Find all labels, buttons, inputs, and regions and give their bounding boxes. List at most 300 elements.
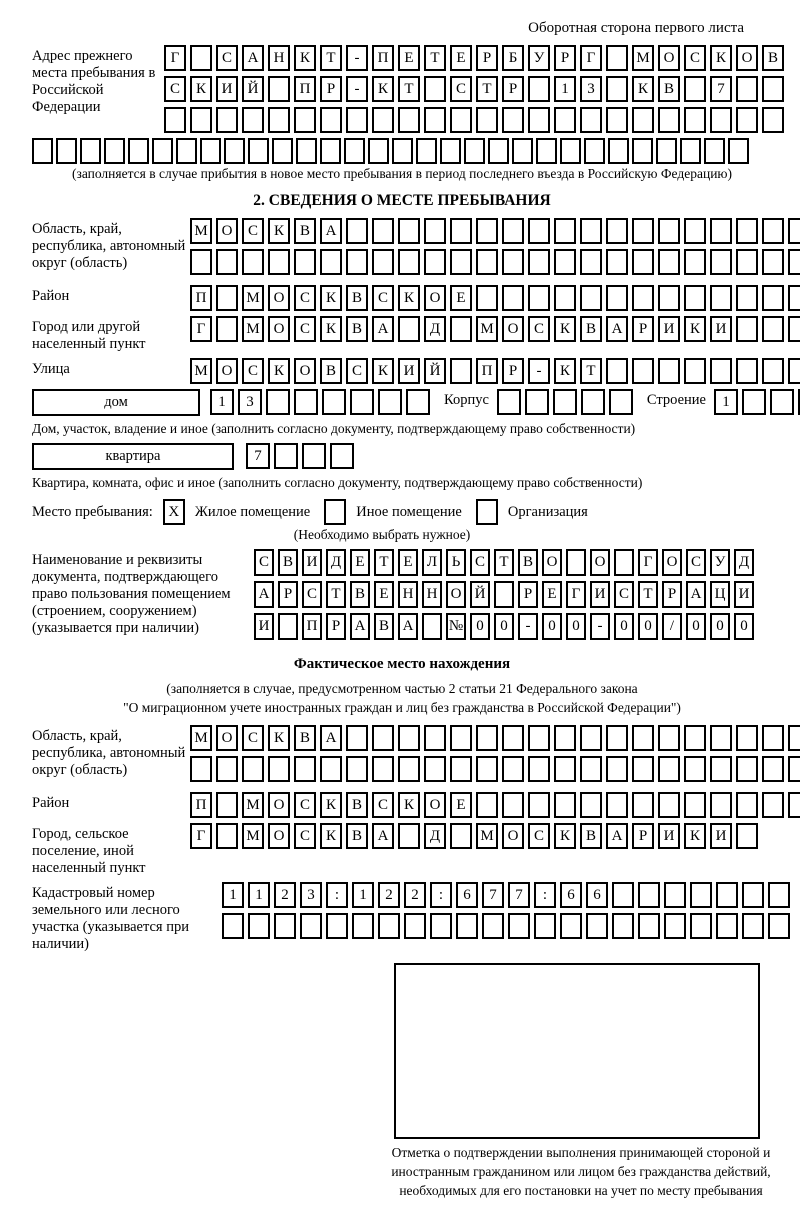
char-cell (728, 138, 749, 164)
char-cell: Р (554, 45, 576, 71)
char-cell: Г (566, 581, 586, 608)
char-cell (606, 285, 628, 311)
char-cell (658, 792, 680, 818)
char-cell: А (686, 581, 706, 608)
char-cell (268, 76, 290, 102)
char-cell (606, 792, 628, 818)
char-cell: О (424, 792, 446, 818)
char-cell (398, 725, 420, 751)
char-cell (424, 725, 446, 751)
korpus-cells (497, 389, 633, 415)
char-cell (497, 389, 521, 415)
char-cell: М (242, 285, 264, 311)
char-cell (200, 138, 221, 164)
char-cell (450, 756, 472, 782)
char-cell (464, 138, 485, 164)
char-cell (190, 756, 212, 782)
char-cell (580, 249, 602, 275)
char-cell: 3 (238, 389, 262, 415)
char-cell (536, 138, 557, 164)
char-cell (296, 138, 317, 164)
char-cell: О (268, 823, 290, 849)
prev-address-block (32, 45, 778, 133)
char-cell: П (476, 358, 498, 384)
char-cell: 2 (404, 882, 426, 908)
char-cell: И (658, 823, 680, 849)
char-cell (222, 913, 244, 939)
apartment-caption: Квартира, комната, офис и иное (заполнить согласно документу, подтверждающему право собственности) (32, 475, 643, 490)
char-cell: О (424, 285, 446, 311)
char-cell: К (294, 45, 316, 71)
char-cell (346, 107, 368, 133)
char-cell: 1 (554, 76, 576, 102)
char-cell (684, 358, 706, 384)
char-cell (216, 792, 238, 818)
char-cell (762, 285, 784, 311)
char-cell (502, 725, 524, 751)
char-cell (704, 138, 725, 164)
document-row-3 (254, 613, 754, 640)
char-cell (368, 138, 389, 164)
char-cell: В (374, 613, 394, 640)
char-cell (658, 725, 680, 751)
char-cell (716, 913, 738, 939)
char-cell: 0 (470, 613, 490, 640)
char-cell (528, 107, 550, 133)
char-cell: К (372, 358, 394, 384)
char-cell: А (350, 613, 370, 640)
char-cell: К (268, 218, 290, 244)
char-cell: М (190, 725, 212, 751)
char-cell: 3 (300, 882, 322, 908)
char-cell (398, 218, 420, 244)
char-cell: В (580, 316, 602, 342)
char-cell: Т (638, 581, 658, 608)
char-cell (450, 249, 472, 275)
char-cell: Т (494, 549, 514, 576)
char-cell: 0 (542, 613, 562, 640)
char-cell: Е (450, 792, 472, 818)
char-cell (606, 45, 628, 71)
char-cell: В (346, 792, 368, 818)
char-cell (762, 316, 784, 342)
region-rows (190, 218, 800, 275)
char-cell: А (606, 316, 628, 342)
char-cell (736, 76, 758, 102)
char-cell (294, 756, 316, 782)
char-cell (580, 792, 602, 818)
char-cell: - (346, 76, 368, 102)
char-cell: Г (190, 823, 212, 849)
actual-location-note-line1: (заполняется в случае, предусмотренном частью 2 статьи 21 Федерального закона (166, 681, 638, 696)
char-cell (768, 882, 790, 908)
char-cell: С (242, 358, 264, 384)
char-cell (330, 443, 354, 469)
char-cell (398, 756, 420, 782)
char-cell: И (658, 316, 680, 342)
char-cell: У (528, 45, 550, 71)
document-row-2 (254, 581, 754, 608)
char-cell (248, 138, 269, 164)
char-cell: - (590, 613, 610, 640)
char-cell (664, 882, 686, 908)
char-cell: О (736, 45, 758, 71)
char-cell: К (320, 823, 342, 849)
char-cell (450, 823, 472, 849)
al-city-label: Город, сельское поселение, иной населенный пункт (32, 826, 146, 876)
char-cell (164, 107, 186, 133)
char-cell: П (372, 45, 394, 71)
char-cell (372, 725, 394, 751)
char-cell: О (502, 316, 524, 342)
char-cell (658, 218, 680, 244)
apartment-block (32, 443, 772, 470)
char-cell (80, 138, 101, 164)
char-cell (488, 138, 509, 164)
char-cell (424, 218, 446, 244)
char-cell: Л (422, 549, 442, 576)
char-cell (242, 756, 264, 782)
char-cell (742, 389, 766, 415)
char-cell (788, 792, 800, 818)
char-cell (216, 107, 238, 133)
char-cell: Р (320, 76, 342, 102)
char-cell: В (658, 76, 680, 102)
city-label: Город или другой населенный пункт (32, 319, 146, 352)
char-cell: 0 (566, 613, 586, 640)
char-cell (502, 249, 524, 275)
char-cell: С (294, 792, 316, 818)
char-cell: С (346, 358, 368, 384)
char-cell (294, 249, 316, 275)
char-cell (422, 613, 442, 640)
char-cell (762, 76, 784, 102)
al-region-row-2 (190, 756, 800, 782)
char-cell: 1 (714, 389, 738, 415)
char-cell (224, 138, 245, 164)
char-cell: И (710, 823, 732, 849)
char-cell: Й (424, 358, 446, 384)
char-cell: В (346, 285, 368, 311)
char-cell: Т (398, 76, 420, 102)
apartment-number-cells (246, 443, 354, 469)
char-cell (684, 792, 706, 818)
char-cell (736, 249, 758, 275)
char-cell (216, 756, 238, 782)
char-cell (788, 218, 800, 244)
char-cell (32, 138, 53, 164)
char-cell (456, 913, 478, 939)
char-cell: В (294, 218, 316, 244)
char-cell (736, 725, 758, 751)
char-cell (528, 725, 550, 751)
char-cell: В (346, 316, 368, 342)
char-cell: Д (424, 823, 446, 849)
city-row (190, 316, 800, 342)
char-cell (346, 756, 368, 782)
char-cell (606, 756, 628, 782)
char-cell (372, 218, 394, 244)
stay-type-label: Место пребывания: (32, 503, 153, 520)
char-cell (502, 792, 524, 818)
char-cell: О (446, 581, 466, 608)
option-organization-label: Организация (507, 503, 588, 520)
char-cell (554, 756, 576, 782)
char-cell (632, 725, 654, 751)
char-cell: П (302, 613, 322, 640)
char-cell (242, 107, 264, 133)
char-cell (656, 138, 677, 164)
char-cell: К (320, 792, 342, 818)
char-cell: К (268, 358, 290, 384)
char-cell: 0 (638, 613, 658, 640)
char-cell: Е (450, 285, 472, 311)
char-cell (606, 249, 628, 275)
char-cell (216, 249, 238, 275)
char-cell (710, 107, 732, 133)
char-cell: П (190, 285, 212, 311)
char-cell (508, 913, 530, 939)
char-cell (302, 443, 326, 469)
char-cell: К (554, 316, 576, 342)
char-cell: С (470, 549, 490, 576)
char-cell (710, 358, 732, 384)
char-cell (430, 913, 452, 939)
char-cell (242, 249, 264, 275)
region-row-2 (190, 249, 800, 275)
char-cell (190, 249, 212, 275)
char-cell (450, 316, 472, 342)
city-block (32, 316, 772, 353)
char-cell (710, 285, 732, 311)
option-residential-label: Жилое помещение (194, 503, 311, 520)
char-cell (710, 725, 732, 751)
char-cell: О (502, 823, 524, 849)
document-block (32, 549, 772, 640)
char-cell (560, 913, 582, 939)
char-cell (632, 249, 654, 275)
char-cell: М (242, 316, 264, 342)
char-cell (638, 882, 660, 908)
char-cell: И (302, 549, 322, 576)
char-cell (684, 107, 706, 133)
char-cell (554, 792, 576, 818)
char-cell (606, 76, 628, 102)
actual-location-title: Фактическое место нахождения (293, 656, 511, 672)
char-cell (450, 358, 472, 384)
char-cell (580, 107, 602, 133)
char-cell: Ь (446, 549, 466, 576)
char-cell (788, 249, 800, 275)
char-cell (632, 138, 653, 164)
char-cell (294, 389, 318, 415)
char-cell (632, 107, 654, 133)
char-cell (684, 76, 706, 102)
char-cell: Г (638, 549, 658, 576)
char-cell: С (164, 76, 186, 102)
char-cell (502, 756, 524, 782)
char-cell (512, 138, 533, 164)
char-cell (684, 285, 706, 311)
char-cell (664, 913, 686, 939)
char-cell: М (242, 792, 264, 818)
char-cell (274, 443, 298, 469)
checkbox-other-premises (324, 499, 346, 525)
char-cell: Н (398, 581, 418, 608)
region-label: Область, край, республика, автономный округ (область) (32, 221, 186, 271)
char-cell: № (446, 613, 466, 640)
char-cell (525, 389, 549, 415)
char-cell: С (242, 218, 264, 244)
char-cell: С (216, 45, 238, 71)
char-cell: Р (502, 358, 524, 384)
page-header-note: Оборотная сторона первого листа (528, 20, 744, 36)
char-cell: 7 (508, 882, 530, 908)
stay-type-note: (Необходимо выбрать нужное) (293, 527, 471, 542)
prev-address-rows (164, 45, 784, 133)
char-cell (690, 913, 712, 939)
char-cell: К (710, 45, 732, 71)
cadastre-row-1 (222, 882, 790, 908)
char-cell: Т (424, 45, 446, 71)
char-cell: 2 (378, 882, 400, 908)
district-label: Район (32, 288, 70, 304)
char-cell: А (606, 823, 628, 849)
char-cell: 0 (734, 613, 754, 640)
char-cell: 0 (494, 613, 514, 640)
char-cell: С (528, 316, 550, 342)
char-cell (482, 913, 504, 939)
char-cell: М (190, 358, 212, 384)
street-label: Улица (32, 361, 70, 377)
actual-location-note (32, 679, 772, 717)
char-cell (440, 138, 461, 164)
char-cell: С (528, 823, 550, 849)
char-cell (554, 107, 576, 133)
char-cell: К (190, 76, 212, 102)
char-cell (762, 249, 784, 275)
char-cell: И (710, 316, 732, 342)
char-cell: : (534, 882, 556, 908)
document-rows (254, 549, 754, 640)
char-cell (580, 725, 602, 751)
char-cell (476, 756, 498, 782)
house-number-cells (210, 389, 430, 415)
char-cell (736, 358, 758, 384)
char-cell: К (684, 316, 706, 342)
char-cell: 6 (586, 882, 608, 908)
char-cell: Е (398, 45, 420, 71)
char-cell (378, 389, 402, 415)
char-cell (632, 285, 654, 311)
char-cell (762, 725, 784, 751)
char-cell (614, 549, 634, 576)
char-cell (320, 756, 342, 782)
actual-location-note-line2: "О миграционном учете иностранных граждан и лиц без гражданства в Российской Федерации") (123, 700, 681, 715)
street-block (32, 358, 772, 384)
char-cell (762, 218, 784, 244)
char-cell (553, 389, 577, 415)
char-cell: 0 (686, 613, 706, 640)
char-cell: Ц (710, 581, 730, 608)
stroenie-label: Строение (646, 392, 706, 408)
house-block (32, 389, 772, 416)
char-cell (346, 725, 368, 751)
korpus-label: Корпус (444, 392, 489, 408)
char-cell: 0 (614, 613, 634, 640)
char-cell (190, 107, 212, 133)
char-cell (788, 725, 800, 751)
char-cell: С (372, 792, 394, 818)
char-cell (768, 913, 790, 939)
char-cell (392, 138, 413, 164)
char-cell: С (450, 76, 472, 102)
char-cell: Р (476, 45, 498, 71)
char-cell: Е (450, 45, 472, 71)
char-cell: А (320, 218, 342, 244)
char-cell (450, 725, 472, 751)
char-cell: Р (278, 581, 298, 608)
char-cell (326, 913, 348, 939)
char-cell (528, 756, 550, 782)
document-row-1 (254, 549, 754, 576)
char-cell (554, 218, 576, 244)
char-cell (742, 913, 764, 939)
char-cell: - (518, 613, 538, 640)
char-cell (586, 913, 608, 939)
char-cell: Т (580, 358, 602, 384)
char-cell: Т (476, 76, 498, 102)
char-cell: А (398, 613, 418, 640)
char-cell: С (294, 823, 316, 849)
char-cell (320, 107, 342, 133)
char-cell: Р (632, 316, 654, 342)
char-cell (580, 756, 602, 782)
char-cell: В (762, 45, 784, 71)
char-cell (494, 581, 514, 608)
char-cell: М (476, 823, 498, 849)
confirmation-caption: Отметка о подтверждении выполнения принимающей стороной и иностранным гражданином или лицом без гражданства действий, необходимых для его постановки на учет по месту пребывания (391, 1145, 771, 1198)
char-cell: И (590, 581, 610, 608)
char-cell (684, 725, 706, 751)
char-cell (638, 913, 660, 939)
char-cell: К (320, 316, 342, 342)
char-cell (502, 285, 524, 311)
char-cell (416, 138, 437, 164)
char-cell (658, 107, 680, 133)
char-cell (398, 316, 420, 342)
char-cell (684, 218, 706, 244)
section2-title: 2. СВЕДЕНИЯ О МЕСТЕ ПРЕБЫВАНИЯ (253, 192, 551, 209)
char-cell: Н (422, 581, 442, 608)
char-cell: С (686, 549, 706, 576)
char-cell (528, 76, 550, 102)
char-cell: 1 (210, 389, 234, 415)
char-cell: 1 (222, 882, 244, 908)
char-cell (608, 138, 629, 164)
cadastre-label: Кадастровый номер земельного или лесного участка (указывается при наличии) (32, 885, 189, 952)
char-cell: О (294, 358, 316, 384)
char-cell (476, 285, 498, 311)
char-cell: Р (326, 613, 346, 640)
char-cell: К (320, 285, 342, 311)
char-cell (606, 218, 628, 244)
char-cell: Е (542, 581, 562, 608)
char-cell: Р (518, 581, 538, 608)
char-cell (684, 249, 706, 275)
char-cell: К (372, 76, 394, 102)
char-cell: - (346, 45, 368, 71)
